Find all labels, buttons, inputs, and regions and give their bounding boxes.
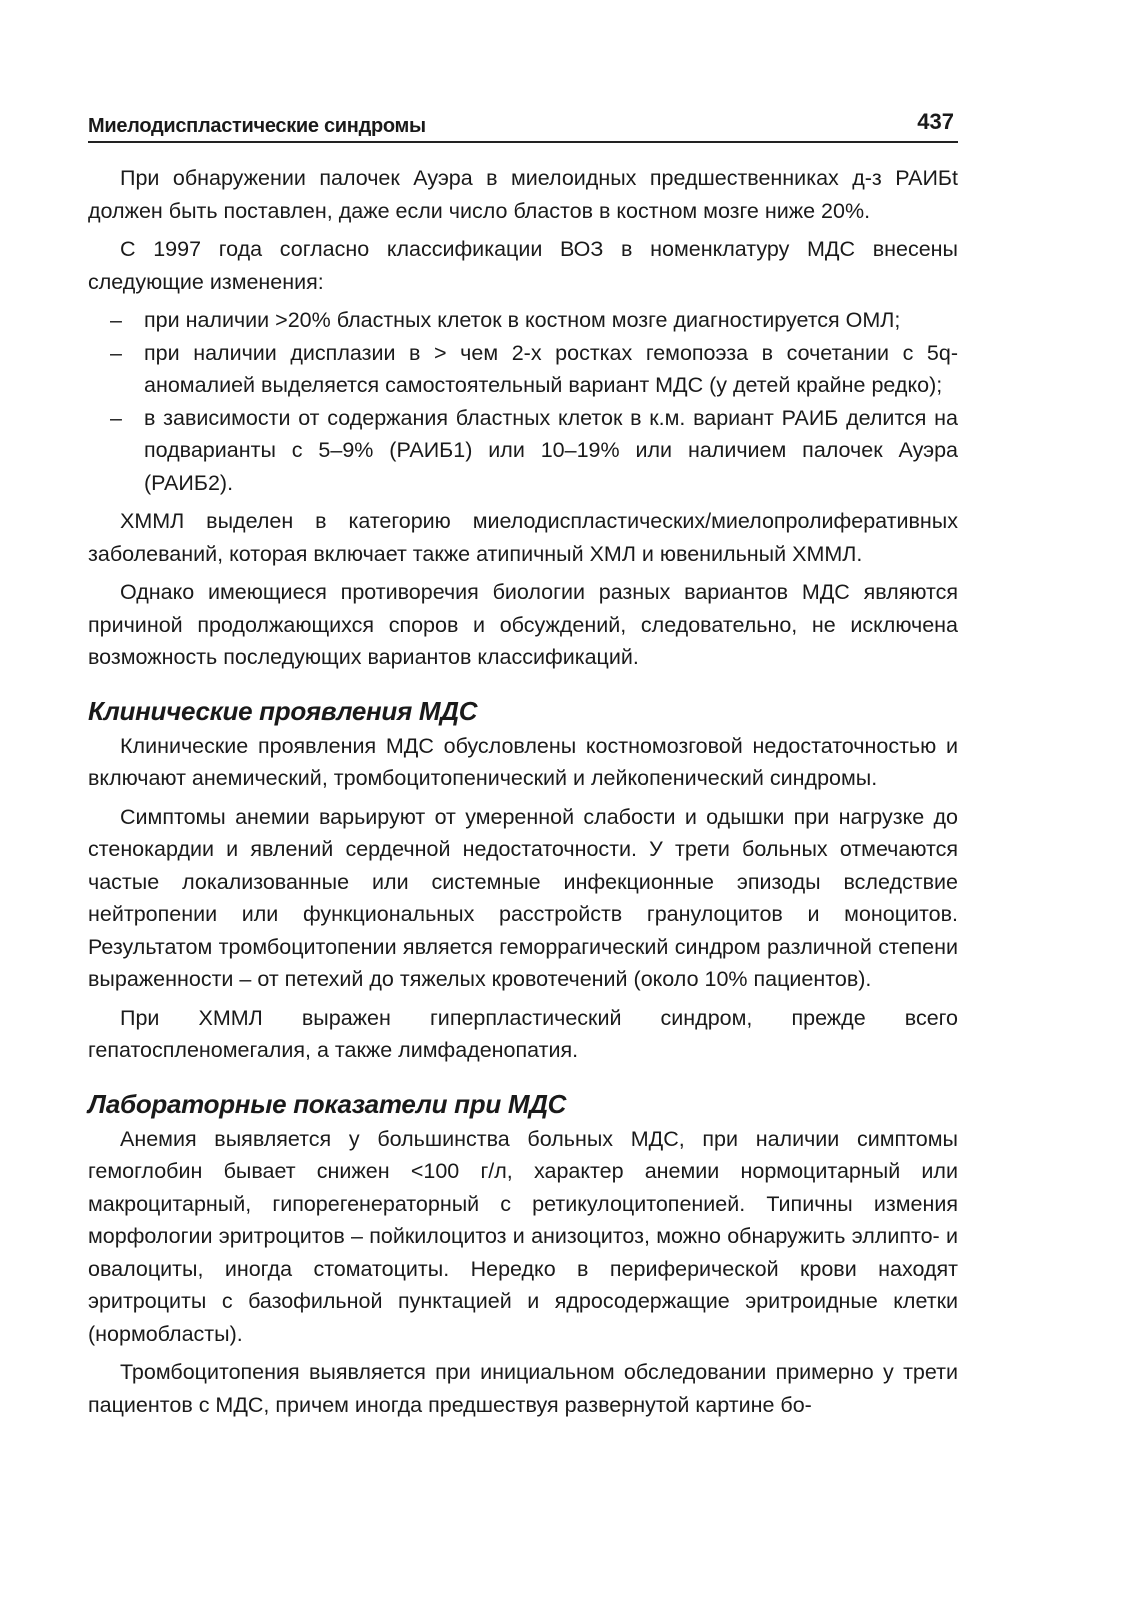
list-item-text: при наличии дисплазии в > чем 2-х ростках гемопоэза в сочетании с 5q-аномалией выделяется самостоятельный вариант МДС (у детей крайне редко); xyxy=(144,340,958,397)
list-item xyxy=(88,337,958,402)
running-header xyxy=(88,107,958,143)
list-item-text: в зависимости от содержания бластных клеток в к.м. вариант РАИБ делится на подварианты с 5–9% (РАИБ1) или 10–19% или наличием палочек Ауэра (РАИБ2). xyxy=(144,405,958,495)
section-heading-clinical: Клинические проявления МДС xyxy=(88,695,478,726)
page-number: 437 xyxy=(917,109,954,134)
paragraph: Однако имеющиеся противоречия биологии разных вариантов МДС являются причиной продолжающихся споров и обсуждений, следовательно, не исключена возможность последующих вариантов классификаций. xyxy=(88,580,958,669)
paragraph: Клинические проявления МДС обусловлены костномозговой недостаточностью и включают анемический, тромбоцитопенический и лейкопенический синдромы. xyxy=(88,733,958,790)
running-title: Миелодиспластические синдромы xyxy=(88,115,426,137)
section-heading-laboratory: Лабораторные показатели при МДС xyxy=(88,1088,567,1119)
changes-list xyxy=(88,304,958,499)
dash-bullet: – xyxy=(110,405,122,430)
paragraph: При обнаружении палочек Ауэра в миелоидных предшественниках д-з РАИБt должен быть поставлен, даже если число бластов в костном мозге ниже 20%. xyxy=(88,166,958,223)
dash-bullet: – xyxy=(110,308,122,332)
paragraph: ХММЛ выделен в категорию миелодиспластических/миелопролиферативных заболеваний, которая включает также атипичный ХМЛ и ювенильный ХММЛ. xyxy=(88,509,958,566)
list-item xyxy=(88,304,958,337)
body-text xyxy=(88,162,958,1427)
list-item xyxy=(88,402,958,500)
paragraph: Тромбоцитопения выявляется при инициальном обследовании примерно у трети пациентов с МДС, причем иногда предшествуя развернутой картине бо- xyxy=(88,1360,958,1417)
paragraph: С 1997 года согласно классификации ВОЗ в номенклатуру МДС внесены следующие изменения: xyxy=(88,237,958,294)
dash-bullet: – xyxy=(110,340,122,365)
paragraph: При ХММЛ выражен гиперпластический синдром, прежде всего гепатоспленомегалия, а также лимфаденопатия. xyxy=(88,1005,958,1062)
paragraph: Анемия выявляется у большинства больных МДС, при наличии симптомы гемоглобин бывает снижен <100 г/л, характер анемии нормоцитарный или макроцитарный, гипорегенераторный с ретикулоцитопенией. Типичны измения морфологии эритроцитов – пойкилоцитоз и анизоцитоз, можно обнаружить эллипто- и овалоциты, иногда стоматоциты. Нередко в периферической крови находят эритроциты с базофильной пунктацией и ядросодержащие эритроидные клетки (нормобласты). xyxy=(88,1126,958,1346)
paragraph: Симптомы анемии варьируют от умеренной слабости и одышки при нагрузке до стенокардии и явлений сердечной недостаточности. У трети больных отмечаются частые локализованные или системные инфекционные эпизоды вследствие нейтропении или функциональных расстройств гранулоцитов и моноцитов. Результатом тромбоцитопении является геморрагический синдром различной степени выраженности – от петехий до тяжелых кровотечений (около 10% пациентов). xyxy=(88,804,958,991)
list-item-text: при наличии >20% бластных клеток в костном мозге диагностируется ОМЛ; xyxy=(144,308,901,332)
